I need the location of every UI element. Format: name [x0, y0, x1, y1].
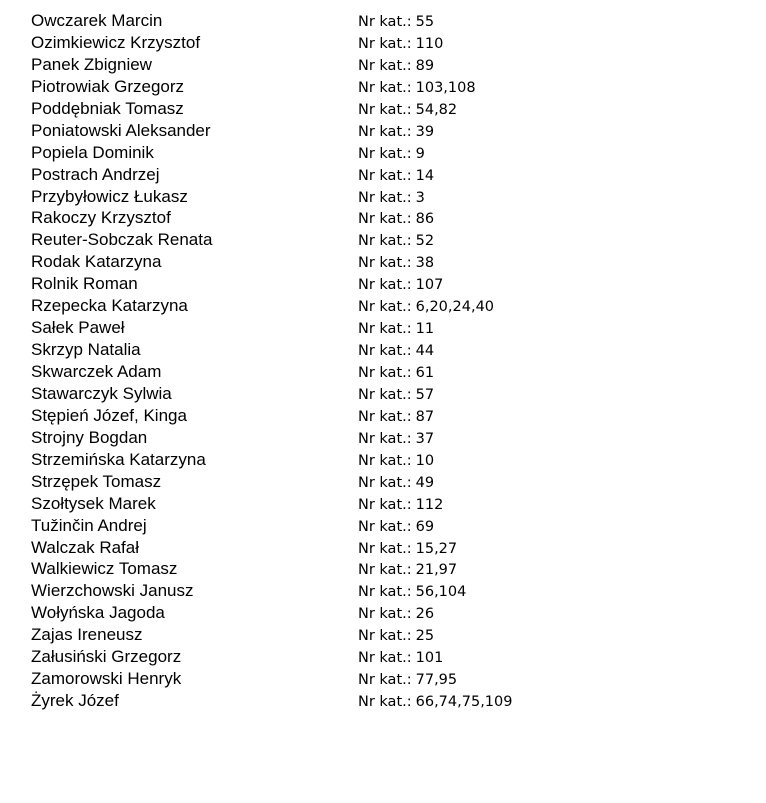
list-item: [31, 646, 751, 668]
catalog-number: [358, 253, 434, 275]
person-name: Owczarek Marcin: [31, 11, 163, 30]
catalog-number-label: Nr kat.:: [358, 211, 412, 228]
list-item: [31, 537, 751, 559]
person-name: Żyrek Józef: [31, 691, 119, 711]
catalog-number: [358, 319, 434, 341]
person-name: Zajas Ireneusz: [31, 625, 143, 645]
catalog-number-value: 21,97: [415, 562, 458, 579]
catalog-number-value: 112: [415, 496, 444, 513]
catalog-number-label: Nr kat.:: [358, 277, 412, 294]
list-item: [31, 10, 751, 32]
catalog-number-value: 39: [415, 123, 435, 140]
list-item: [31, 273, 751, 295]
catalog-number-value: 49: [415, 474, 435, 491]
catalog-number: [358, 78, 476, 100]
person-name: Skwarczek Adam: [31, 362, 162, 381]
catalog-number-value: 14: [415, 167, 435, 184]
list-item: [31, 471, 751, 493]
catalog-number: [358, 670, 457, 692]
list-item: [31, 229, 751, 251]
catalog-number-value: 3: [415, 189, 425, 206]
catalog-number-value: 15,27: [415, 540, 458, 557]
catalog-number-label: Nr kat.:: [358, 189, 412, 206]
person-name: Popiela Dominik: [31, 142, 154, 162]
person-name: Walkiewicz Tomasz: [31, 559, 178, 579]
person-name: Rzepecka Katarzyna: [31, 296, 188, 316]
catalog-number-label: Nr kat.:: [358, 650, 412, 667]
catalog-number: [358, 12, 434, 34]
catalog-number-value: 37: [415, 430, 435, 447]
person-name: Poddębniak Tomasz: [31, 98, 184, 118]
list-item: [31, 207, 751, 229]
catalog-number-label: Nr kat.:: [358, 672, 412, 689]
catalog-number-value: 38: [415, 255, 435, 272]
list-item: [31, 668, 751, 690]
catalog-number: [358, 473, 434, 495]
catalog-number: [358, 517, 434, 539]
catalog-number: [358, 648, 443, 670]
catalog-number-value: 56,104: [415, 584, 467, 601]
list-item: [31, 602, 751, 624]
catalog-number: [358, 275, 443, 297]
catalog-number-label: Nr kat.:: [358, 35, 412, 52]
catalog-number-value: 87: [415, 408, 435, 425]
list-item: [31, 98, 751, 120]
list-item: [31, 427, 751, 449]
list-item: [31, 405, 751, 427]
catalog-number-label: Nr kat.:: [358, 145, 412, 162]
list-item: [31, 515, 751, 537]
list-item: [31, 295, 751, 317]
catalog-number-label: Nr kat.:: [358, 386, 412, 403]
catalog-number: [358, 407, 434, 429]
person-name: Strzępek Tomasz: [31, 471, 162, 491]
catalog-number: [358, 209, 434, 231]
catalog-number-label: Nr kat.:: [358, 365, 412, 381]
list-item: [31, 76, 751, 98]
catalog-number-value: 26: [415, 606, 435, 623]
catalog-number-label: Nr kat.:: [358, 343, 412, 360]
catalog-number: [358, 539, 457, 561]
person-name: Reuter-Sobczak Renata: [31, 230, 213, 250]
catalog-number: [358, 341, 434, 363]
list-item: [31, 449, 751, 471]
catalog-number-label: Nr kat.:: [358, 101, 412, 118]
list-item: [31, 251, 751, 273]
person-name: Załusiński Grzegorz: [31, 647, 182, 667]
catalog-number-value: 6,20,24,40: [415, 299, 495, 316]
catalog-number: [358, 692, 512, 714]
person-name: Piotrowiak Grzegorz: [31, 76, 185, 96]
catalog-number-value: 107: [415, 277, 444, 294]
catalog-number-label: Nr kat.:: [358, 79, 412, 96]
catalog-number-value: 52: [415, 233, 435, 250]
person-name: Szołtysek Marek: [31, 493, 156, 513]
catalog-number: [358, 100, 457, 122]
person-name: Walczak Rafał: [31, 537, 140, 557]
catalog-number-label: Nr kat.:: [358, 518, 412, 535]
catalog-number-label: Nr kat.:: [358, 321, 412, 338]
list-item: [31, 120, 751, 142]
list-item: [31, 493, 751, 515]
person-name: Poniatowski Aleksander: [31, 120, 211, 140]
catalog-number-label: Nr kat.:: [358, 430, 412, 447]
person-name: Sałek Paweł: [31, 318, 125, 338]
list-item: [31, 383, 751, 405]
list-item: [31, 624, 751, 646]
catalog-number-label: Nr kat.:: [358, 167, 412, 184]
list-item: [31, 142, 751, 164]
person-name: Skrzyp Natalia: [31, 340, 141, 360]
list-item: [31, 339, 751, 361]
catalog-number-label: Nr kat.:: [358, 57, 412, 74]
catalog-number: [358, 188, 425, 210]
catalog-number: [358, 363, 434, 385]
catalog-number-label: Nr kat.:: [358, 540, 412, 557]
list-item: [31, 317, 751, 339]
catalog-number-value: 89: [415, 57, 435, 74]
catalog-number-label: Nr kat.:: [358, 606, 412, 623]
catalog-number-value: 103,108: [415, 79, 476, 96]
catalog-number: [358, 604, 434, 626]
catalog-number-value: 25: [415, 628, 435, 645]
catalog-number-value: 9: [415, 145, 425, 162]
catalog-number-label: Nr kat.:: [358, 299, 412, 316]
catalog-number-value: 101: [415, 650, 444, 667]
person-name: Strzemińska Katarzyna: [31, 449, 206, 469]
person-name: Rakoczy Krzysztof: [31, 208, 171, 228]
catalog-number: [358, 582, 466, 604]
catalog-number: [358, 231, 434, 253]
catalog-number-label: Nr kat.:: [358, 694, 412, 711]
catalog-number-value: 11: [415, 321, 435, 338]
person-name: Stępień Józef, Kinga: [31, 405, 187, 425]
catalog-number-value: 10: [415, 452, 435, 469]
list-item: [31, 186, 751, 208]
list-item: [31, 361, 751, 383]
catalog-number-label: Nr kat.:: [358, 496, 412, 513]
person-name: Strojny Bogdan: [31, 427, 148, 447]
catalog-number: [358, 385, 434, 407]
list-item: [31, 32, 751, 54]
catalog-number-label: Nr kat.:: [358, 123, 412, 140]
catalog-list: [31, 10, 751, 712]
catalog-number-label: Nr kat.:: [358, 233, 412, 250]
catalog-number: [358, 626, 434, 648]
catalog-number: [358, 56, 434, 78]
catalog-number-value: 55: [415, 14, 435, 30]
person-name: Panek Zbigniew: [31, 54, 152, 74]
catalog-number-value: 86: [415, 211, 435, 228]
person-name: Rodak Katarzyna: [31, 252, 162, 272]
catalog-number: [358, 166, 434, 188]
catalog-number-value: 110: [415, 35, 444, 52]
catalog-number-label: Nr kat.:: [358, 584, 412, 601]
list-item: [31, 54, 751, 76]
catalog-number: [358, 144, 425, 166]
catalog-number-label: Nr kat.:: [358, 408, 412, 425]
catalog-number: [358, 451, 434, 473]
person-name: Ozimkiewicz Krzysztof: [31, 32, 201, 52]
catalog-number-label: Nr kat.:: [358, 14, 412, 30]
catalog-number-value: 54,82: [415, 101, 458, 118]
catalog-number-value: 61: [415, 365, 435, 381]
catalog-number-label: Nr kat.:: [358, 628, 412, 645]
person-name: Postrach Andrzej: [31, 164, 160, 184]
catalog-number-value: 44: [415, 343, 435, 360]
catalog-number: [358, 122, 434, 144]
catalog-number: [358, 297, 494, 319]
person-name: Zamorowski Henryk: [31, 669, 182, 689]
list-item: [31, 164, 751, 186]
catalog-number-label: Nr kat.:: [358, 452, 412, 469]
catalog-number-label: Nr kat.:: [358, 255, 412, 272]
catalog-number-label: Nr kat.:: [358, 562, 412, 579]
person-name: Rolnik Roman: [31, 274, 138, 294]
catalog-number: [358, 429, 434, 451]
catalog-number-label: Nr kat.:: [358, 474, 412, 491]
person-name: Wierzchowski Janusz: [31, 581, 194, 601]
catalog-number: [358, 34, 443, 56]
catalog-number-value: 66,74,75,109: [415, 694, 513, 711]
list-item: [31, 690, 751, 712]
person-name: Przybyłowicz Łukasz: [31, 186, 188, 206]
person-name: Stawarczyk Sylwia: [31, 383, 172, 403]
catalog-number-value: 77,95: [415, 672, 458, 689]
list-item: [31, 558, 751, 580]
catalog-number-value: 57: [415, 386, 435, 403]
person-name: Tužinčin Andrej: [31, 515, 147, 535]
catalog-number: [358, 495, 443, 517]
catalog-number: [358, 560, 457, 582]
list-item: [31, 580, 751, 602]
person-name: Wołyńska Jagoda: [31, 603, 165, 623]
catalog-number-value: 69: [415, 518, 435, 535]
